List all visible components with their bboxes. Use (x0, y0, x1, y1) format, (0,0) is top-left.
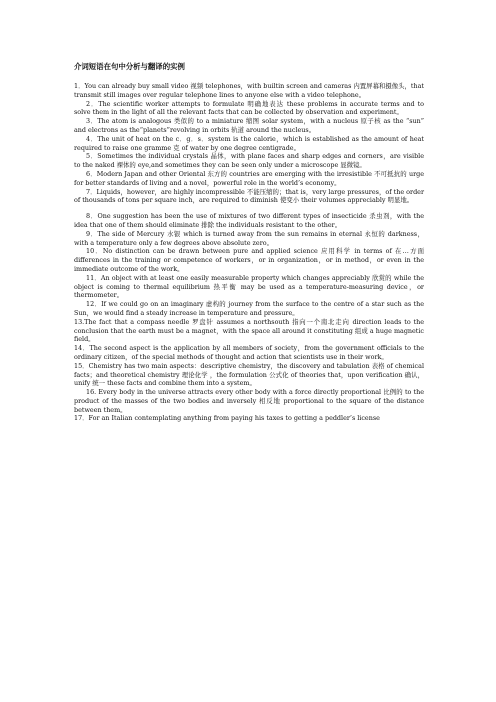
paragraph-15: 15．Chemistry has two main aspects：descriptive chemistry，the discovery and tabulation 表格 of chemical facts；and theoretical chemistry 理论化学 ，the formulation 公式化 of theories that，upon verification 确认，unify 统一 these facts and combine them into a system。 (74, 361, 424, 388)
paragraph-1: 1．You can already buy small video 视频 telephones，with builtin screen and cameras 内置屏幕和摄像头，that transmit still images over regular telephone lines to anyone else with a video telephone。 (74, 82, 424, 99)
paragraph-8: 8．One suggestion has been the use of mixtures of two different types of insecticide 杀虫剂，with the idea that one of them should eliminate 排除 the individuals resistant to the other。 (74, 212, 424, 229)
paragraph-11: 11．An object with at least one easily measurable property which changes appreciably 欣赏的 while the object is coming to thermal equilibrium 热平衡 may be used as a temperature-measuring device，or thermometer。 (74, 273, 424, 300)
document-body (74, 62, 424, 423)
paragraph-2: 2．The scientific worker attempts to formulate 明确地表达 these problems in accurate terms and to solve them in the light of all the relevant facts that can be collected by observation and experiment。 (74, 99, 424, 117)
page-title: 介词短语在句中分析与翻译的实例 (74, 62, 185, 71)
paragraph-3: 3．The atom is analogous 类似的 to a miniature 缩图 solar system，with a nucleus 原子核 as the “sun” and electrons as the“planets”revolving in orbits 轨道 around the nucleus。 (74, 117, 424, 134)
paragraph-14: 14．The second aspect is the application by all members of society，from the government officials to the ordinary citizen，of the special methods of thought and action that scientists use in their work。 (74, 344, 424, 361)
paragraph-10: 10．No distinction can be drawn between pure and applied science 应用科学 in terms of 在…方面 differences in the training or competence of workers，or in organization，or in method，or even in the immediate outcome of the work。 (74, 247, 424, 273)
paragraph-12: 12．If we could go on an imaginary 虚构的 journey from the surface to the centre of a star such as the Sun，we would find a steady increase in temperature and pressure。 (74, 300, 424, 317)
paragraph-4: 4．The unit of heat on the c．g．s．system is the calorie，which is established as the amount of heat required to raise one gramme 克 of water by one degree centigrade。 (74, 134, 424, 152)
paragraph-5: 5．Sometimes the individual crystals 晶体，with plane faces and sharp edges and corners，are visible to the naked 裸体的 eye,and sometimes they can be seen only under a microscope 显微镜。 (74, 152, 424, 170)
paragraph-9: 9．The side of Mercury 水银 which is turned away from the sun remains in eternal 永恒的 darkness，with a temperature only a few degrees above absolute zero。 (74, 229, 424, 247)
paragraph-6: 6．Modern Japan and other Oriental 东方的 countries are emerging with the irresistible 不可抵抗的 urge for better standards of living and a novel，powerful role in the world’s economy。 (74, 169, 424, 187)
paragraph-13: 13.The fact that a compass needle 罗盘针 assumes a northsouth 指向一个南北走向 direction leads to the conclusion that the earth must be a magnet，with the space all around it constituting 组成 a huge magnetic field。 (74, 317, 424, 344)
paragraph-7: 7．Liquids，however，are highly incompressible 不能压缩的；that is，very large pressures，of the order of thousands of tons per square inch，are required to diminish 使变小 their volumes appreciably 明显地。 (74, 187, 424, 205)
paragraph-17: 17．For an Italian contemplating anything from paying his taxes to getting a peddler’s license (74, 414, 380, 423)
paragraph-16: 16. Every body in the universe attracts every other body with a force directly proportional 比例的 to the product of the masses of the two bodies and inversely 相反地 proportional to the square of the distance between them。 (74, 388, 424, 414)
